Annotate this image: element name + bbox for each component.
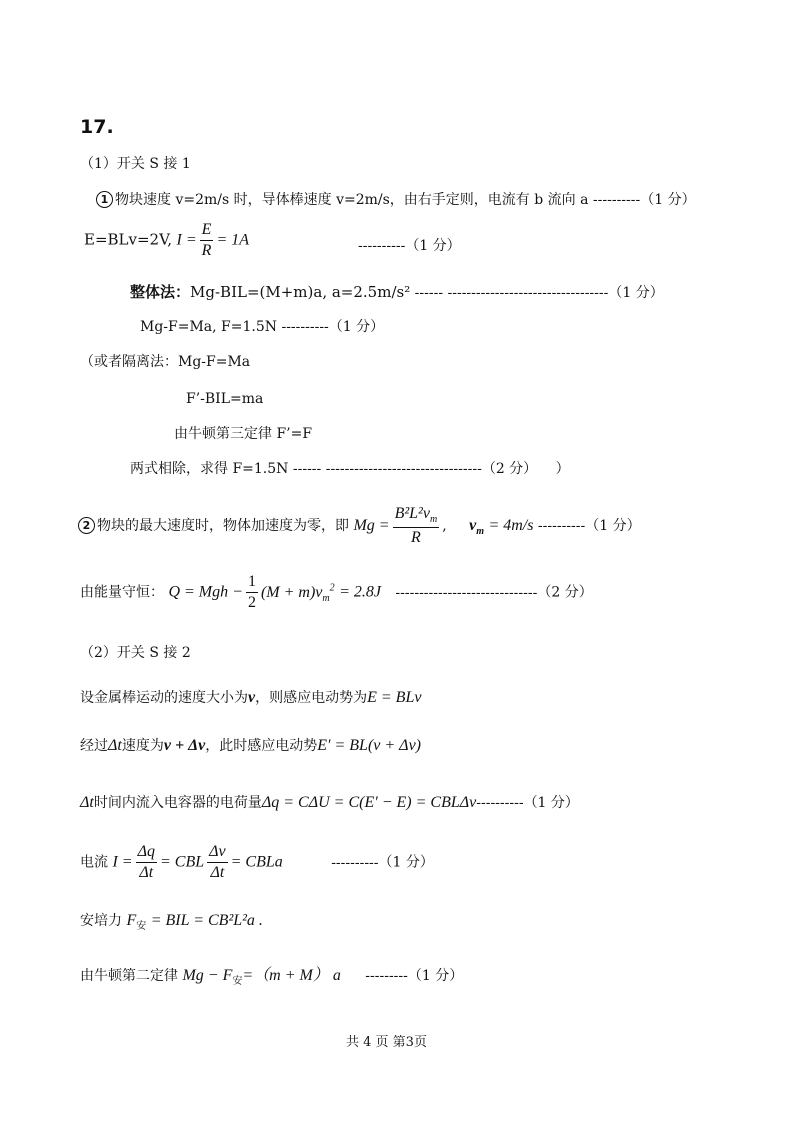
ampere-line [80,913,263,932]
whole-method-equation: Mg-BIL=(M+m)a, a=2.5m/s² [190,283,411,301]
newton-line [80,968,463,987]
part2-line1 [80,690,421,706]
newton-rhs: =（m + M） a [242,967,341,984]
part2-line3-text: 时间内流入电容器的电荷量 [93,795,262,811]
alt-method-close: ） [555,461,570,477]
energy-result: = 2.8J [339,583,381,601]
energy-q-lhs: Q = Mgh − [168,583,243,601]
current-dash: ---------- [331,854,379,871]
emf-score-line [358,239,461,253]
part2-line3-score: （1 分） [523,795,579,811]
newton-score: （1 分） [407,968,464,984]
part2-line3 [80,795,579,811]
ampere-force: $F_安$ [126,912,147,933]
fraction-numerator: E [200,222,214,241]
fraction-numerator: 1 [246,574,258,593]
fraction-denominator: R [201,242,212,259]
current-end: = CBLa [230,853,283,871]
emf-score: （1 分） [405,238,461,254]
energy-score: （2 分） [537,584,593,601]
current-mid: = CBL [159,853,205,871]
alt-method-score: （2 分） [481,461,538,477]
current-score: （1 分） [378,854,434,871]
sub1-line [96,191,696,208]
alt-method-dash: ------ --------------------------------- [292,461,482,477]
fraction-denominator: Δt [210,864,225,881]
delta-t-symbol: Δt [80,794,94,811]
whole-method-dash: ------ ---------------------------------- [414,285,609,301]
alt-method-line2: F’-BIL=ma [186,391,264,407]
sub2-text: 物块的最大速度时，物体加速度为零，即 [97,518,349,535]
newton-eq: $Mg - F_安$ [182,967,243,988]
dq-dt-fraction [136,844,157,881]
part2-line2-mid: 速度为 [121,738,164,754]
fraction-numerator: Δq [136,844,157,863]
vm-symbol: $v_m$ [469,517,484,538]
sub2-line: 2 物块的最大速度时，物体加速度为零，即 Mg = $\frac{B^2L^2v_m}{R}$ , $v_m = 4m/s$ ----------（1 分） [78,506,641,546]
sub1-text: 物块速度 v=2m/s 时，导体棒速度 v=2m/s，由右手定则，电流有 b 流向 a [115,192,589,208]
mg-f-score: （1 分） [328,319,385,335]
part2-line3-dash: ---------- [476,795,524,811]
part2-line1-text: 设金属棒运动的速度大小为 [80,690,248,706]
mg-f-line [140,320,384,334]
whole-method-score: （1 分） [608,285,664,301]
part2-line2-pre: 经过 [80,738,108,754]
alt-method-line4 [130,462,570,476]
energy-label: 由能量守恒： [80,584,164,601]
part2-line1-mid: ，则感应电动势为 [255,690,368,706]
e-over-r-fraction [200,222,214,259]
fraction-denominator: Δt [139,864,154,881]
sub1-dash: ---------- [592,192,641,208]
emf-dash: ---------- [358,238,406,254]
newton-label: 由牛顿第二定律 [80,968,178,984]
charge-formula: Δq = CΔU = C(E′ − E) = CBLΔv [261,794,477,811]
energy-dash: ------------------------------ [395,584,538,601]
fraction-numerator: Δv [207,844,228,863]
part2-line2 [80,738,421,754]
sub2-dash: ---------- [537,518,586,535]
current-I-symbol: I = [112,853,133,871]
fraction-denominator: 2 [247,594,256,611]
emf-equation [84,222,249,259]
ampere-label: 安培力 [80,913,122,929]
newton-dash: --------- [365,968,408,984]
energy-rest: $(M + m)v_m^2$ [260,582,335,604]
fraction-denominator: R [410,529,421,547]
part2-line2-mid2: ，此时感应电动势 [205,738,318,754]
whole-method-line [130,285,664,300]
circled-number-1: 1 [96,191,113,208]
energy-line [80,574,593,611]
question-number: 17. [80,116,114,138]
part2-heading: （2）开关 S 接 2 [80,645,191,661]
sub2-mg: Mg = [353,517,390,535]
sub1-score: （1 分） [640,192,696,208]
current-result: = 1A [216,231,250,249]
alt-method-open: （或者隔离法：Mg-F=Ma [80,354,251,370]
new-emf-formula: E′ = BL(v + Δv) [317,737,421,754]
emf-formula: E = BLv [367,689,422,706]
current-line [80,844,434,881]
mg-f-equation: Mg-F=Ma, F=1.5N [140,319,278,335]
fraction-numerator: $B^2L^2v_m$ [393,506,440,528]
vm-value: = 4m/s [488,517,534,535]
part1-heading: （1）开关 S 接 1 [80,156,191,172]
ampere-rhs: = BIL = CB²L²a . [150,912,263,929]
whole-method-label: 整体法： [130,283,191,301]
sub2-score: （1 分） [585,518,641,535]
emf-left: E=BLv=2V, [84,230,173,249]
alt-method-line3: 由牛顿第三定律 F’=F [174,426,313,442]
max-velocity-fraction [393,506,440,546]
half-fraction [246,574,258,611]
velocity-symbol: v [248,689,256,706]
page-footer: 共 4 页 第3页 [346,1035,427,1050]
velocity-increment: v + Δv [163,737,206,754]
delta-t-symbol: Δt [108,737,122,754]
circled-number-2: 2 [78,517,95,534]
dv-dt-fraction [207,844,228,881]
current-label: 电流 [80,854,108,871]
current-I: I = [176,231,197,249]
alt-method-result: 两式相除，求得 F=1.5N [130,461,289,477]
mg-f-dash: ---------- [281,319,329,335]
